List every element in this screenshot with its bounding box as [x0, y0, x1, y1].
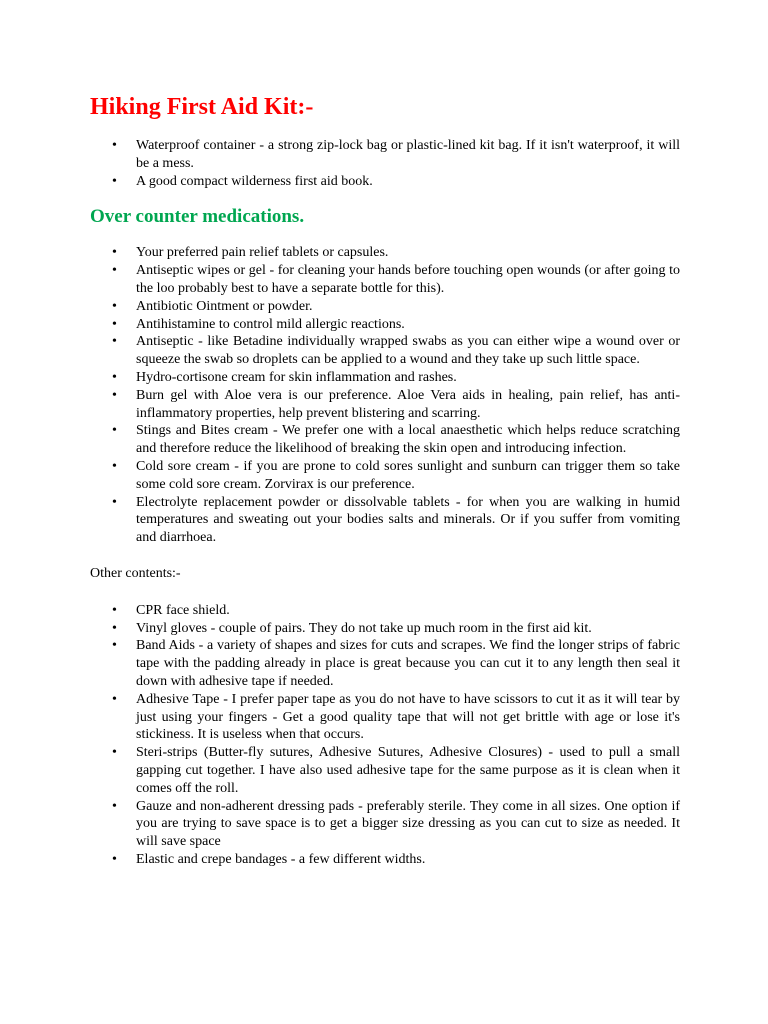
- list-item: • Vinyl gloves - couple of pairs. They do not take up much room in the first aid kit.: [90, 620, 680, 638]
- list-item: • Elastic and crepe bandages - a few different widths.: [90, 851, 680, 869]
- list-item: • Waterproof container - a strong zip-lock bag or plastic-lined kit bag. If it isn't waterproof, it will be a mess.: [90, 137, 680, 173]
- list-item: • Steri-strips (Butter-fly sutures, Adhesive Sutures, Adhesive Closures) - used to pull a small gapping cut together. I have also used adhesive tape for the same purpose as it is clean when it comes off the roll.: [90, 744, 680, 797]
- list-item: • Gauze and non-adherent dressing pads - preferably sterile. They come in all sizes. One option if you are trying to save space is to get a bigger size dressing as you can cut to size as needed. It will save space: [90, 798, 680, 851]
- list-item: • Hydro-cortisone cream for skin inflammation and rashes.: [90, 369, 680, 387]
- medications-list: [90, 244, 680, 547]
- list-item: • Stings and Bites cream - We prefer one with a local anaesthetic which helps reduce scratching and therefore reduce the likelihood of breaking the skin open and introducing infection.: [90, 422, 680, 458]
- document-title: Hiking First Aid Kit:-: [90, 94, 314, 120]
- document-page: [90, 90, 680, 869]
- list-item: • Cold sore cream - if you are prone to cold sores sunlight and sunburn can trigger them so take some cold sore cream. Zorvirax is our preference.: [90, 458, 680, 494]
- list-item: • CPR face shield.: [90, 602, 680, 620]
- list-item: • A good compact wilderness first aid book.: [90, 173, 680, 191]
- other-contents-label: Other contents:-: [90, 565, 181, 581]
- other-contents-list: [90, 602, 680, 869]
- list-item: • Antiseptic - like Betadine individually wrapped swabs as you can either wipe a wound over or squeeze the swab so droplets can be applied to a wound and they take up such little space.: [90, 333, 680, 369]
- list-item: • Antiseptic wipes or gel - for cleaning your hands before touching open wounds (or after going to the loo probably best to have a separate bottle for this).: [90, 262, 680, 298]
- list-item: • Antihistamine to control mild allergic reactions.: [90, 316, 680, 334]
- list-item: • Burn gel with Aloe vera is our preference. Aloe Vera aids in healing, pain relief, has anti-inflammatory properties, help prevent blistering and scarring.: [90, 387, 680, 423]
- list-item: • Adhesive Tape - I prefer paper tape as you do not have to have scissors to cut it as it will tear by just using your fingers - Get a good quality tape that will not get brittle with age or lose it's stickiness. It is useless when that occurs.: [90, 691, 680, 744]
- kit-basics-list: [90, 137, 680, 190]
- list-item: • Your preferred pain relief tablets or capsules.: [90, 244, 680, 262]
- list-item: • Band Aids - a variety of shapes and sizes for cuts and scrapes. We find the longer strips of fabric tape with the padding already in place is great because you can cut it to any length then seal it down with adhesive tape if needed.: [90, 637, 680, 690]
- list-item: • Electrolyte replacement powder or dissolvable tablets - for when you are walking in humid temperatures and sweating out your bodies salts and minerals. Or if you suffer from vomiting and diarrhoea.: [90, 494, 680, 547]
- list-item: • Antibiotic Ointment or powder.: [90, 298, 680, 316]
- medications-heading: Over counter medications.: [90, 206, 305, 228]
